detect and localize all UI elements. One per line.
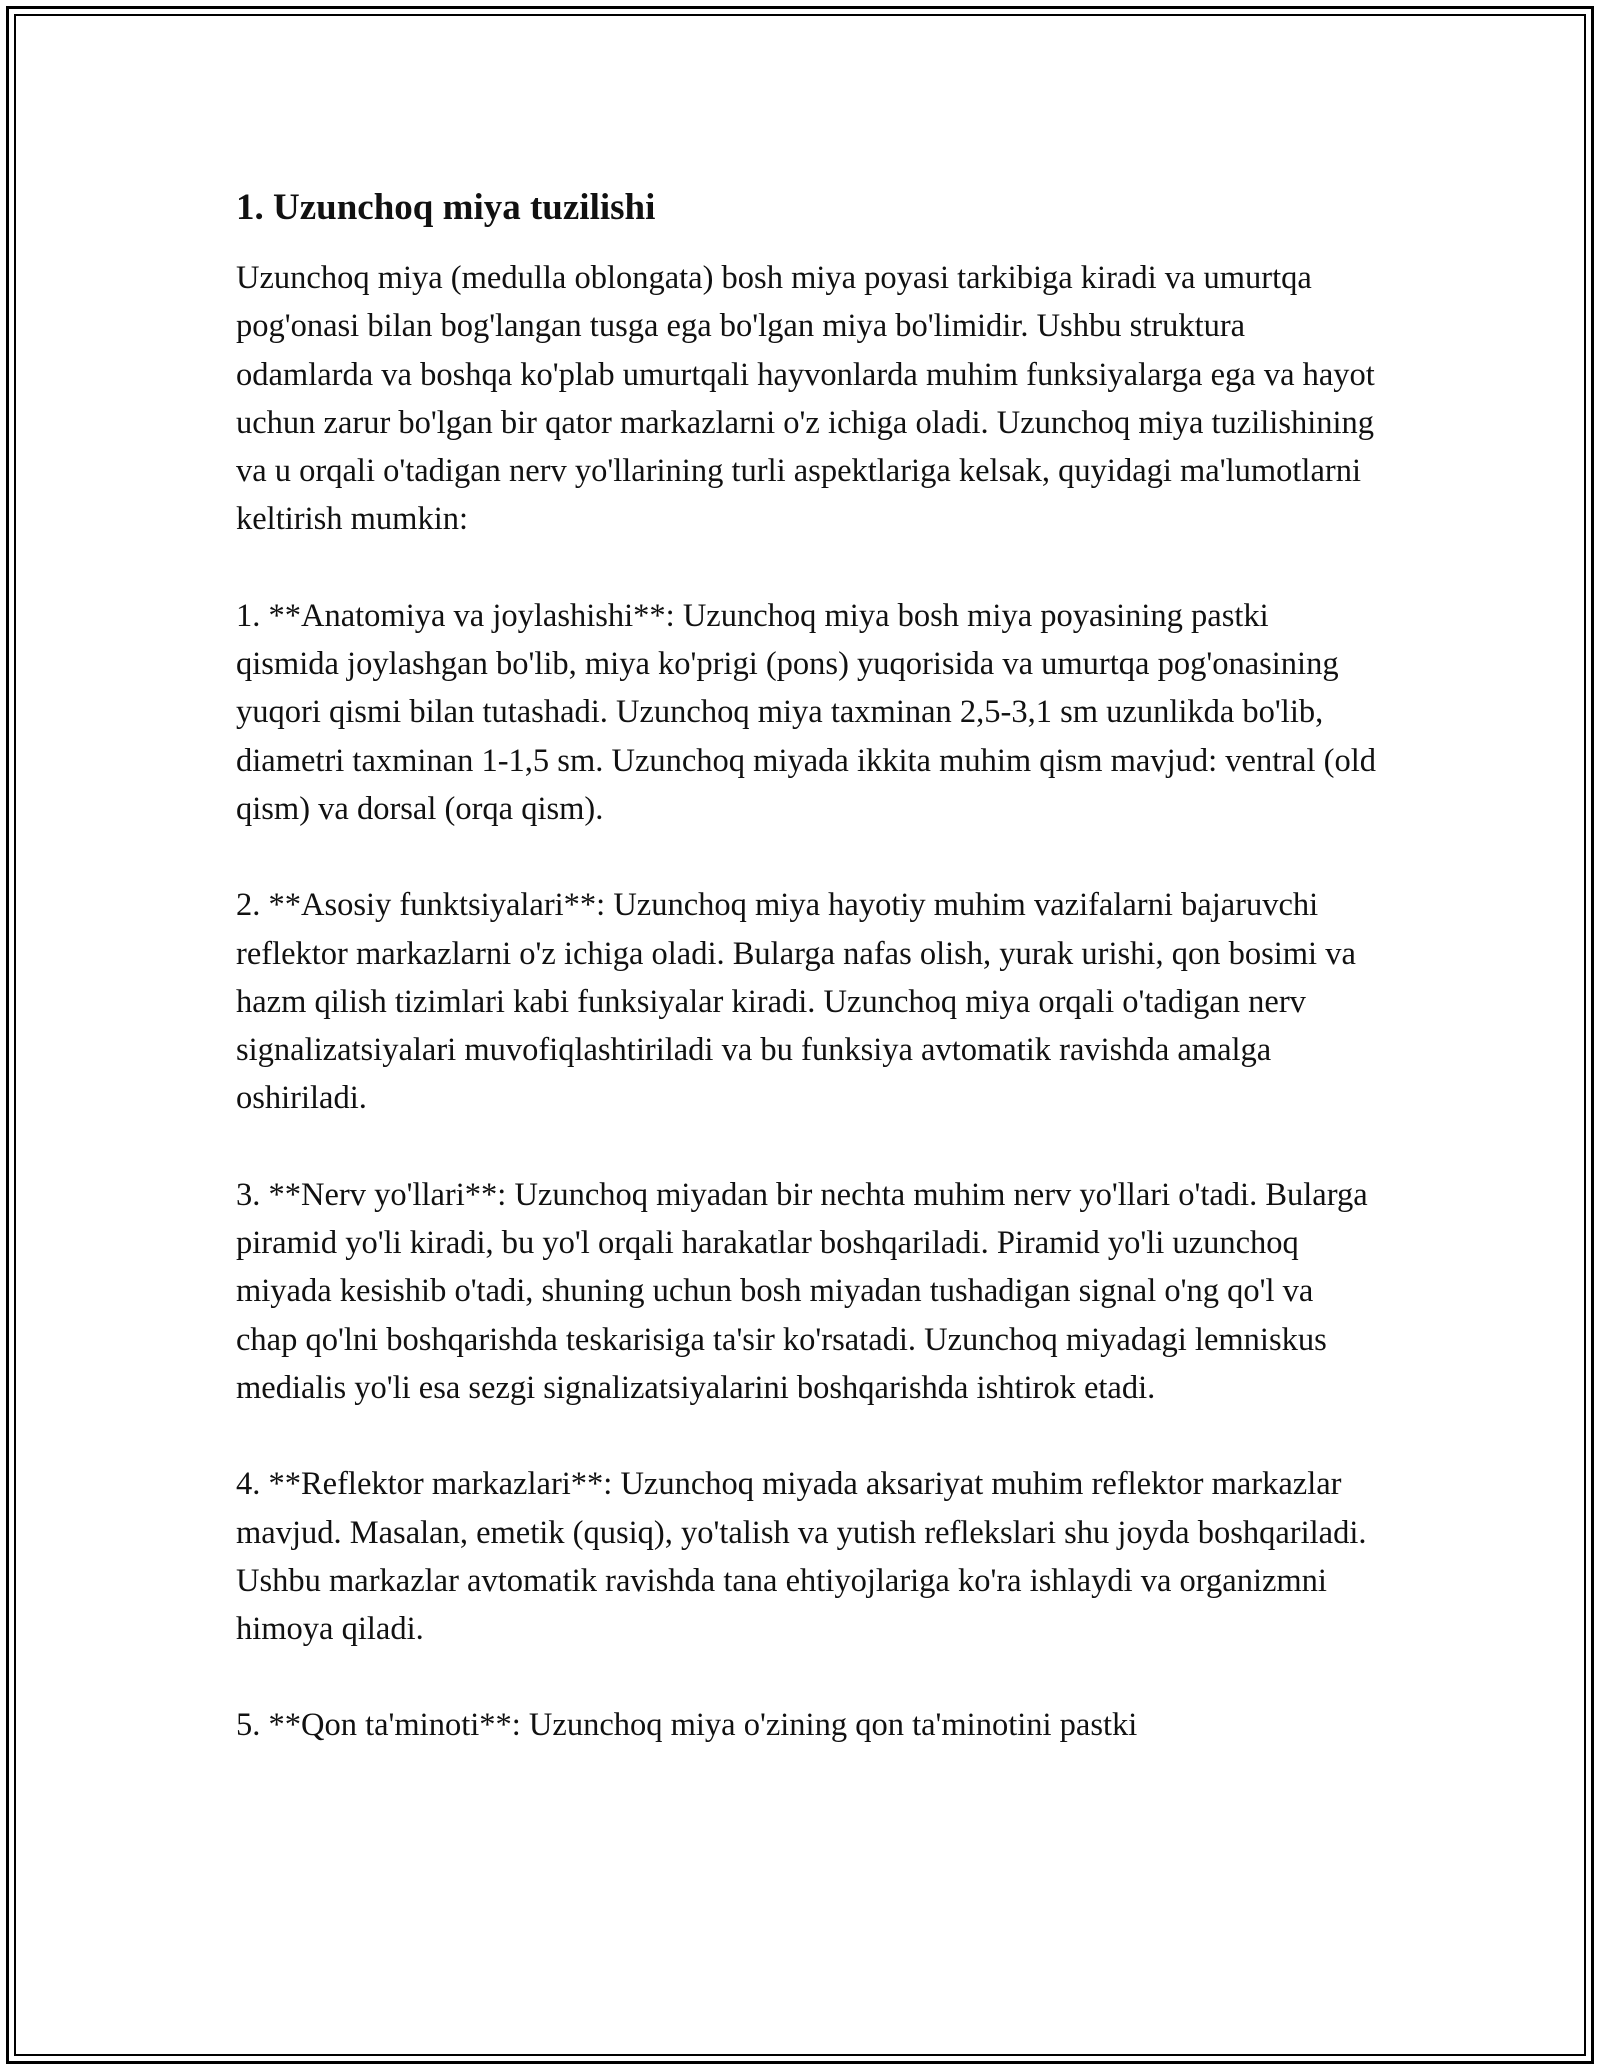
document-body bbox=[236, 254, 1376, 1750]
document-content bbox=[236, 186, 1376, 1798]
paragraph-blood-supply: 5. **Qon ta'minoti**: Uzunchoq miya o'zining qon ta'minotini pastki bbox=[236, 1707, 1138, 1744]
paragraph-anatomy: 1. **Anatomiya va joylashishi**: Uzunchoq miya bosh miya poyasining pastki qismida joylashgan bo'lib, miya ko'prigi (pons) yuqorisida va umurtqa pog'onasining yuqori qismi bilan tutashadi. Uzunchoq miya taxminan 2,5-3,1 sm uzunlikda bo'lib, diametri taxminan 1-1,5 sm. Uzunchoq miyada ikkita muhim qism mavjud: ventral (old qism) va dorsal (orqa qism). bbox=[236, 597, 1376, 827]
document-heading: 1. Uzunchoq miya tuzilishi bbox=[236, 187, 656, 228]
paragraph-nerve-pathways: 3. **Nerv yo'llari**: Uzunchoq miyadan bir nechta muhim nerv yo'llari o'tadi. Bularga piramid yo'li kiradi, bu yo'l orqali harakatlar boshqariladi. Piramid yo'li uzunchoq miyada kesishib o'tadi, shuning uchun bosh miyadan tushadigan signal o'ng qo'l va chap qo'lni boshqarishda teskarisiga ta'sir ko'rsatadi. Uzunchoq miyadagi lemniskus medialis yo'li esa sezgi signalizatsiyalarini boshqarishda ishtirok etadi. bbox=[236, 1176, 1368, 1406]
intro-paragraph: Uzunchoq miya (medulla oblongata) bosh miya poyasi tarkibiga kiradi va umurtqa pog'onasi bilan bog'langan tusga ega bo'lgan miya bo'limidir. Ushbu struktura odamlarda va boshqa ko'plab umurtqali hayvonlarda muhim funksiyalarga ega va hayot uchun zarur bo'lgan bir qator markazlarni o'z ichiga oladi. Uzunchoq miya tuzilishining va u orqali o'tadigan nerv yo'llarining turli aspektlariga kelsak, quyidagi ma'lumotlarni keltirish mumkin: bbox=[236, 260, 1375, 538]
paragraph-functions: 2. **Asosiy funktsiyalari**: Uzunchoq miya hayotiy muhim vazifalarni bajaruvchi reflektor markazlarni o'z ichiga oladi. Bularga nafas olish, yurak urishi, qon bosimi va hazm qilish tizimlari kabi funksiyalar kiradi. Uzunchoq miya orqali o'tadigan nerv signalizatsiyalari muvofiqlashtiriladi va bu funksiya avtomatik ravishda amalga oshiriladi. bbox=[236, 887, 1356, 1117]
paragraph-reflex-centers: 4. **Reflektor markazlari**: Uzunchoq miyada aksariyat muhim reflektor markazlar mavjud. Masalan, emetik (qusiq), yo'talish va yutish reflekslari shu joyda boshqariladi. Ushbu markazlar avtomatik ravishda tana ehtiyojlariga ko'ra ishlaydi va organizmni himoya qiladi. bbox=[236, 1466, 1367, 1648]
